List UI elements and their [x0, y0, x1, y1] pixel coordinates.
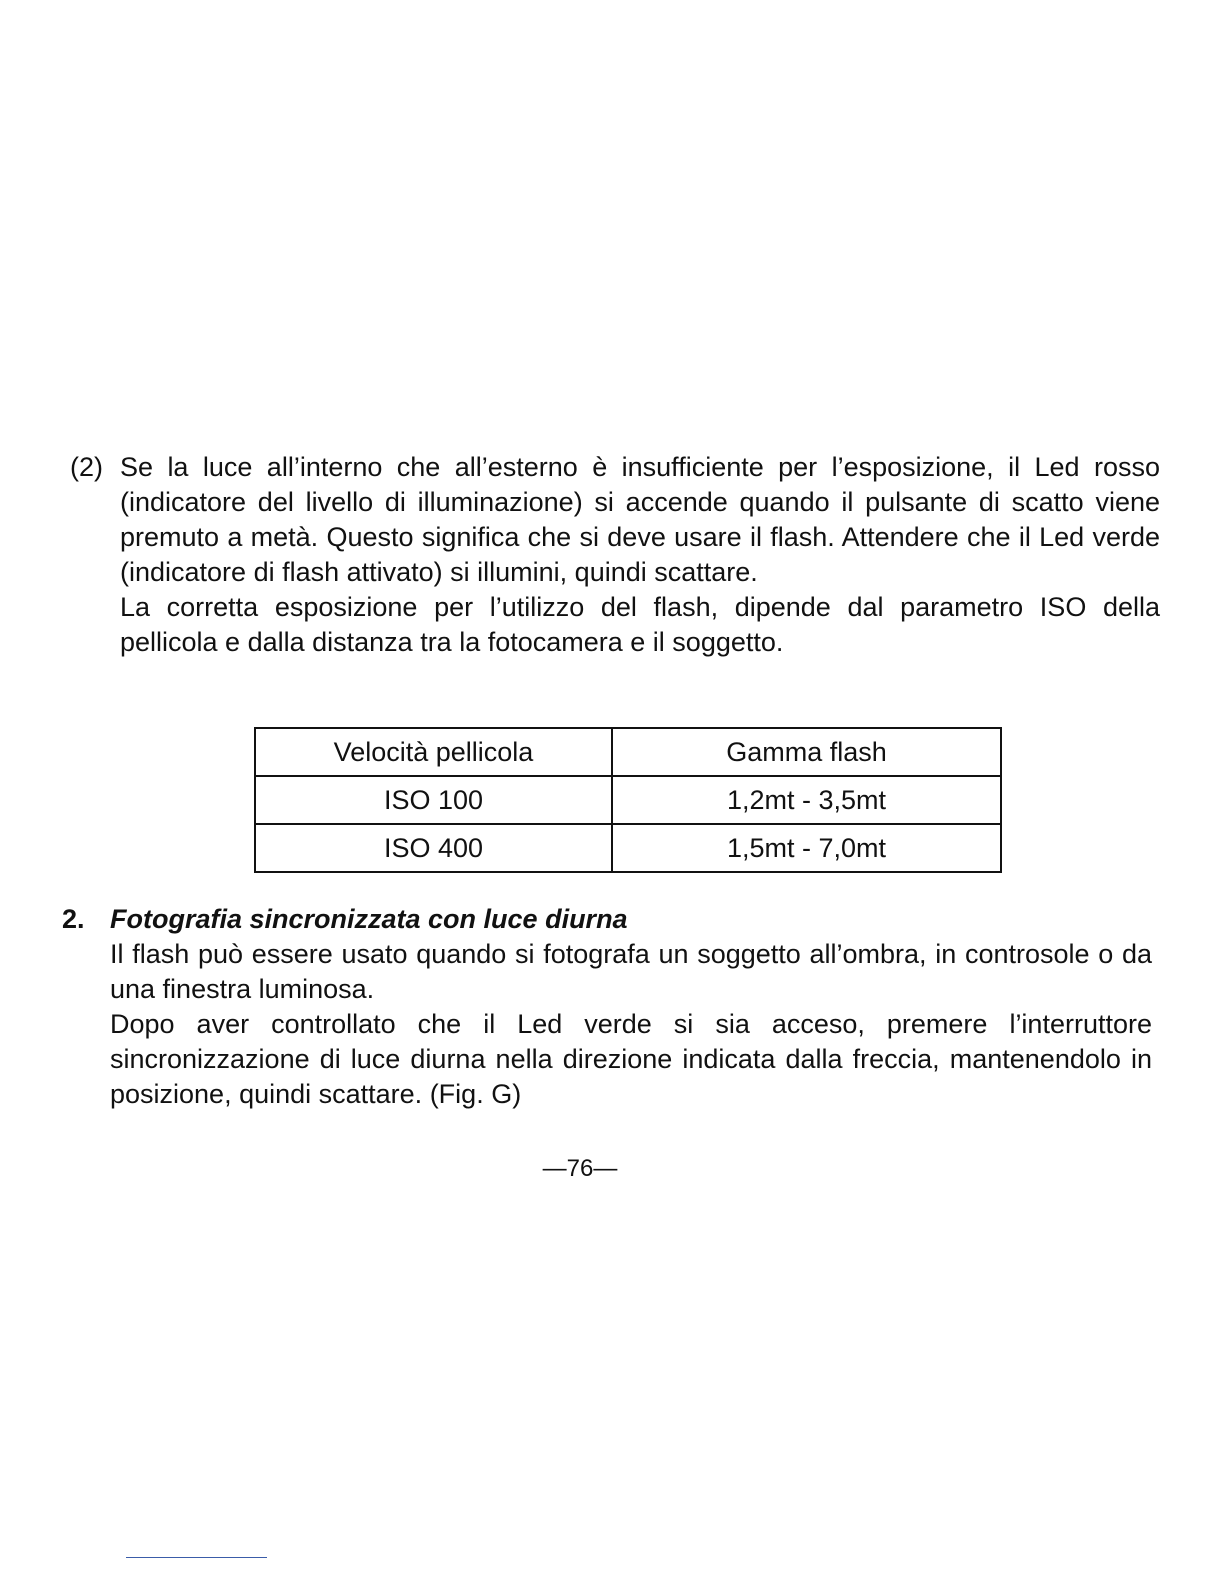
list-item-2 [70, 450, 1160, 660]
table-header-flash-range: Gamma flash [612, 728, 1001, 776]
table-header-row [255, 728, 1001, 776]
paragraph-exposure: La corretta esposizione per l’utilizzo del flash, dipende dal parametro ISO della pellicola e dalla distanza tra la fotocamera e il soggetto. [120, 592, 1160, 657]
footer-divider [126, 1557, 267, 1558]
table-cell-iso: ISO 400 [255, 824, 612, 872]
section-title: Fotografia sincronizzata con luce diurna [110, 904, 628, 934]
list-item-body [120, 450, 1160, 660]
table-row [255, 776, 1001, 824]
table-cell-iso: ISO 100 [255, 776, 612, 824]
list-item-number: (2) [70, 452, 103, 482]
flash-range-table [254, 727, 1002, 873]
table-header-film-speed: Velocità pellicola [255, 728, 612, 776]
paragraph-flash-usage: Il flash può essere usato quando si fotografa un soggetto all’ombra, in controsole o da una finestra luminosa. [110, 939, 1152, 1004]
table-row [255, 824, 1001, 872]
table-cell-range: 1,2mt - 3,5mt [612, 776, 1001, 824]
table-cell-range: 1,5mt - 7,0mt [612, 824, 1001, 872]
section-body [110, 937, 1152, 1112]
page-number: —76— [542, 1155, 618, 1182]
section-heading [62, 902, 1152, 937]
paragraph-sync-instructions: Dopo aver controllato che il Led verde si sia acceso, premere l’interruttore sincronizzazione di luce diurna nella direzione indicata dalla freccia, mantenendolo in posizione, quindi scattare. (Fig. G) [110, 1009, 1152, 1109]
section-daylight-sync [62, 902, 1152, 1112]
section-number: 2. [62, 904, 85, 934]
paragraph-low-light: Se la luce all’interno che all’esterno è insufficiente per l’esposizione, il Led rosso (indicatore del livello di illuminazione) si accende quando il pulsante di scatto viene premuto a metà. Questo significa che si deve usare il flash. Attendere che il Led verde (indicatore di flash attivato) si illumini, quindi scattare. [120, 452, 1160, 587]
